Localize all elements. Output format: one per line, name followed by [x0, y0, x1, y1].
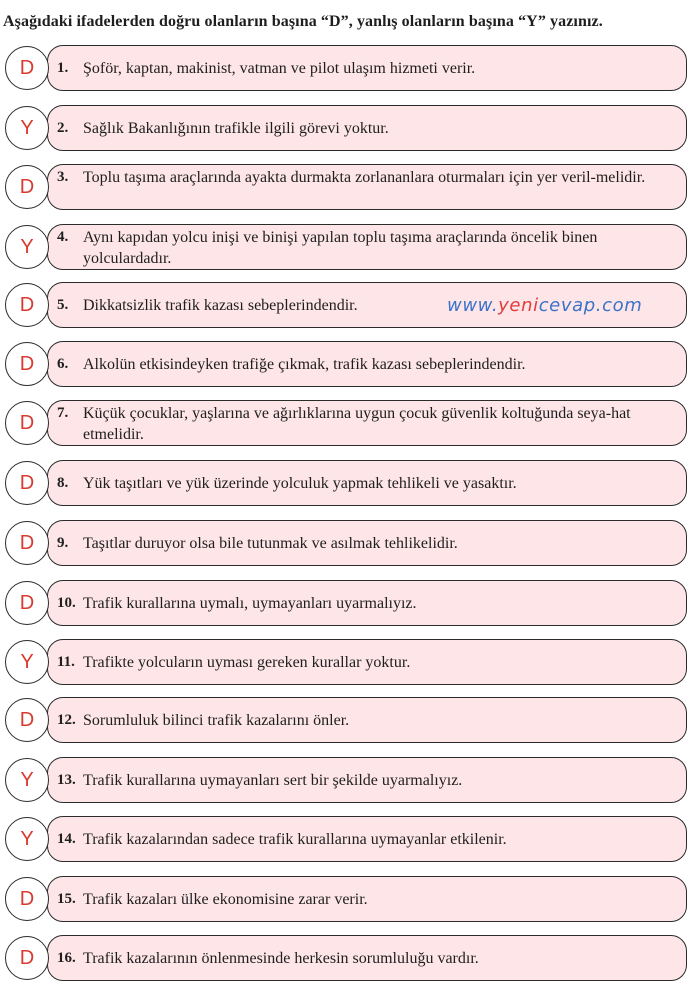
statement-row-14	[5, 816, 687, 862]
answer-circle[interactable]: D	[5, 936, 49, 980]
statement-text: Yük taşıtları ve yük üzerinde yolculuk yapmak tehlikeli ve yasaktır.	[83, 475, 517, 492]
statement-row-16	[5, 935, 687, 981]
statement-number: 16.	[57, 950, 76, 966]
statement-number: 11.	[57, 654, 75, 670]
answer-circle[interactable]: D	[5, 46, 49, 90]
watermark-part: yeni	[498, 295, 539, 316]
statement-row-13	[5, 757, 687, 803]
statement-text: Taşıtlar duruyor olsa bile tutunmak ve asılmak tehlikelidir.	[83, 535, 458, 552]
statement-number: 9.	[57, 535, 69, 551]
answer-circle[interactable]: D	[5, 401, 49, 445]
statement-text: Trafik kazalarından sadece trafik kurallarına uymayanlar etkilenir.	[83, 831, 507, 848]
answer-circle[interactable]: D	[5, 461, 49, 505]
statement-text: Küçük çocuklar, yaşlarına ve ağırlıklarına uygun çocuk güvenlik koltuğunda seya-hat etmelidir.	[83, 405, 631, 443]
statement-text: Trafik kurallarına uymalı, uymayanları uyarmalıyız.	[83, 595, 417, 612]
statement-row-15	[5, 876, 687, 922]
watermark-part: .com	[595, 295, 643, 316]
statement-text: Trafikte yolcuların uyması gereken kurallar yoktur.	[83, 654, 411, 671]
statement-row-8	[5, 460, 687, 506]
watermark-part: cevap	[538, 295, 596, 316]
statement-number: 6.	[57, 356, 69, 372]
statement-number: 12.	[57, 712, 76, 728]
statement-text: Aynı kapıdan yolcu inişi ve binişi yapılan toplu taşıma araçlarında öncelik binen yolculardadır.	[83, 229, 598, 267]
statement-number: 2.	[57, 120, 69, 136]
statement-row-2	[5, 105, 687, 151]
statement-text: Toplu taşıma araçlarında ayakta durmakta zorlananlara oturmaları için yer veril-melidir.	[83, 169, 646, 186]
statement-row-9	[5, 520, 687, 566]
statement-number: 1.	[57, 60, 69, 76]
statement-text: Alkolün etkisindeyken trafiğe çıkmak, trafik kazası sebeplerindendir.	[83, 356, 526, 373]
statement-number: 10.	[57, 595, 76, 611]
statement-text: Trafik kazaları ülke ekonomisine zarar verir.	[83, 891, 368, 908]
statement-number: 5.	[57, 297, 69, 313]
answer-circle[interactable]: Y	[5, 106, 49, 150]
statement-number: 4.	[57, 229, 69, 245]
statement-row-12	[5, 697, 687, 743]
statement-number: 7.	[57, 405, 69, 421]
answer-circle[interactable]: D	[5, 521, 49, 565]
statement-number: 3.	[57, 169, 69, 185]
statement-row-11	[5, 639, 687, 685]
statement-row-10	[5, 580, 687, 626]
statement-text: Şoför, kaptan, makinist, vatman ve pilot ulaşım hizmeti verir.	[83, 60, 476, 77]
answer-circle[interactable]: Y	[5, 817, 49, 861]
statement-text: Trafik kazalarının önlenmesinde herkesin sorumluluğu vardır.	[83, 950, 479, 967]
statement-number: 8.	[57, 475, 69, 491]
statement-number: 15.	[57, 891, 76, 907]
answer-circle[interactable]: D	[5, 165, 49, 209]
answer-circle[interactable]: D	[5, 877, 49, 921]
answer-circle[interactable]: Y	[5, 225, 49, 269]
answer-circle[interactable]: D	[5, 581, 49, 625]
statement-row-4	[5, 224, 687, 270]
statement-text: Sağlık Bakanlığının trafikle ilgili görevi yoktur.	[83, 120, 389, 137]
answer-circle[interactable]: D	[5, 342, 49, 386]
answer-circle[interactable]: Y	[5, 758, 49, 802]
statement-row-6	[5, 341, 687, 387]
answer-circle[interactable]: D	[5, 283, 49, 327]
statement-text: Trafik kurallarına uymayanları sert bir şekilde uyarmalıyız.	[83, 772, 463, 789]
site-watermark	[447, 295, 642, 316]
instruction-text: Aşağıdaki ifadelerden doğru olanların başına “D”, yanlış olanların başına “Y” yazınız.	[3, 13, 603, 30]
statement-text: Sorumluluk bilinci trafik kazalarını önler.	[83, 712, 350, 729]
statement-text: Dikkatsizlik trafik kazası sebeplerindendir.	[83, 297, 358, 314]
statement-number: 14.	[57, 831, 76, 847]
statement-row-7	[5, 400, 687, 446]
watermark-part: www.	[447, 295, 499, 316]
statement-row-3	[5, 164, 687, 210]
statement-row-1	[5, 45, 687, 91]
statement-number: 13.	[57, 772, 76, 788]
answer-circle[interactable]: Y	[5, 640, 49, 684]
answer-circle[interactable]: D	[5, 698, 49, 742]
